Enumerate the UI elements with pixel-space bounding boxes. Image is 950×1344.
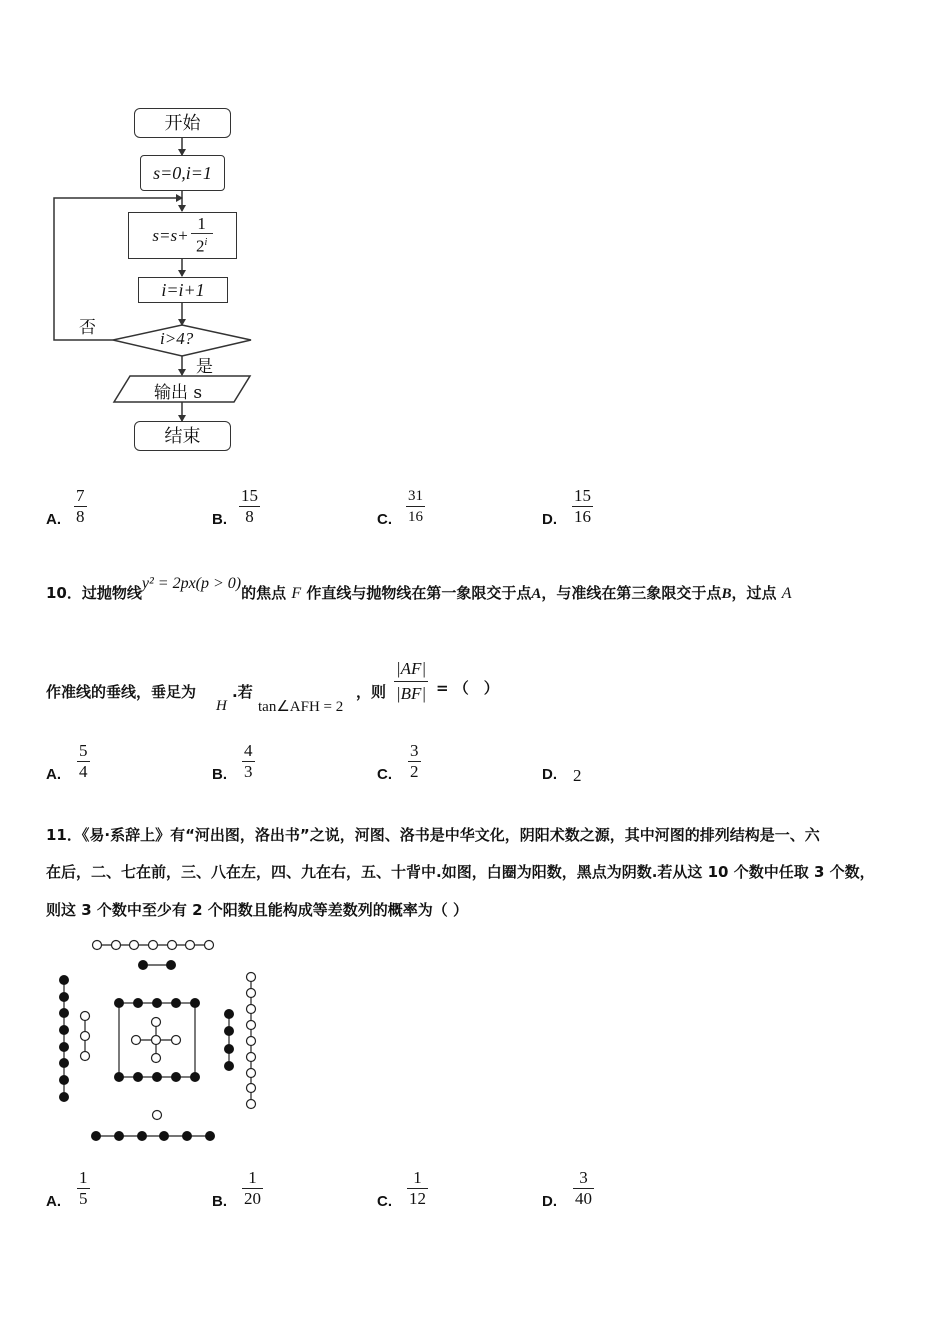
q10-option-a-label: A. [46, 766, 61, 783]
q10-t3: 作直线与抛物线在第一象限交于点 [306, 584, 532, 602]
q9-c-num: 31 [408, 488, 423, 504]
q10-c-num: 3 [410, 741, 419, 760]
q9-c-den: 16 [408, 509, 423, 525]
output-label: 输出 s [154, 383, 203, 403]
q10-t7: .若 [232, 683, 253, 701]
q10-a-den: 4 [79, 762, 88, 781]
q11-option-d-label: D. [542, 1193, 557, 1210]
increment-box [138, 277, 228, 303]
q10-eq1: y² = 2px(p > 0) [141, 575, 242, 592]
init-box [140, 155, 225, 191]
q9-option-a-fraction [74, 486, 87, 527]
q9-option-c-fraction [406, 486, 425, 527]
q10-cond: tan∠AFH = 2 [258, 699, 344, 715]
q10-B: B [721, 586, 732, 602]
update-prefix: s=s+ [152, 225, 189, 245]
q10-line1 [46, 575, 792, 603]
q10-A2: A [781, 585, 792, 602]
q9-b-den: 8 [245, 507, 254, 526]
q9-b-num: 15 [241, 486, 258, 505]
q10-t5: ，过点 [731, 584, 777, 602]
q10-A: A [531, 586, 542, 602]
q9-option-b-label: B. [212, 511, 227, 528]
q10-F: F [291, 585, 302, 602]
q10-frac-num: |AF| [396, 659, 427, 678]
q11-option-c-fraction [407, 1168, 428, 1209]
q9-d-den: 16 [574, 507, 591, 526]
update-box [128, 212, 237, 259]
q11-b-num: 1 [248, 1168, 257, 1187]
q10-a-num: 5 [79, 741, 88, 760]
q10-t8: ，则 [356, 683, 387, 701]
q10-t6: 作准线的垂线，垂足为 [46, 683, 197, 701]
q10-line2a [46, 681, 196, 702]
q10-t2: 的焦点 [241, 584, 287, 602]
q9-option-b-fraction [239, 486, 260, 527]
q11-line1: 11．《易·系辞上》有“河出图，洛出书”之说，河图、洛书是中华文化，阴阳术数之源，其中河图的排列结构是一、六 [46, 826, 820, 844]
q11-line2: 在后，二、七在前，三、八在左，四、九在右，五、十背中.如图，白圈为阳数，黑点为阴数.若从这 10 个数中任取 3 个数， [46, 863, 875, 881]
start-terminal [134, 108, 231, 138]
q10-b-num: 4 [244, 741, 253, 760]
q10-c-den: 2 [410, 762, 419, 781]
q11-option-d-fraction [573, 1168, 594, 1209]
q9-d-num: 15 [574, 486, 591, 505]
q11-d-num: 3 [579, 1168, 588, 1187]
q10-ratio-fraction [394, 657, 428, 706]
q9-a-den: 8 [76, 507, 85, 526]
q9-option-a-label: A. [46, 511, 61, 528]
yes-label: 是 [196, 357, 213, 377]
q9-option-c-label: C. [377, 511, 392, 528]
q9-option-d-fraction [572, 486, 593, 527]
q10-t9: = （ ） [436, 679, 499, 697]
q11-b-den: 20 [244, 1189, 261, 1208]
q10-H: H [216, 698, 227, 714]
update-exp: i [204, 237, 208, 249]
q11-option-a-fraction [77, 1168, 90, 1209]
q10-option-a-fraction [77, 741, 90, 782]
update-den: 2 [195, 236, 205, 256]
update-fraction [191, 215, 213, 256]
end-label: 结束 [164, 426, 201, 446]
q10-option-d-label: D. [542, 766, 557, 783]
hetu-diagram [40, 930, 280, 1150]
q10-t1: 10．过抛物线 [46, 584, 142, 602]
increment-label: i=i+1 [161, 280, 205, 300]
q11-d-den: 40 [575, 1189, 592, 1208]
q10-option-c-label: C. [377, 766, 392, 783]
q10-option-b-label: B. [212, 766, 227, 783]
condition-label: i>4? [160, 329, 194, 348]
q10-option-d-value: 2 [573, 766, 582, 785]
start-label: 开始 [164, 113, 201, 133]
update-num: 1 [197, 214, 206, 234]
q11-option-b-fraction [242, 1168, 263, 1209]
q11-a-den: 5 [79, 1189, 88, 1208]
q11-line3: 则这 3 个数中至少有 2 个阳数且能构成等差数列的概率为（ ） [46, 901, 468, 919]
q10-option-b-fraction [242, 741, 255, 782]
q11-a-num: 1 [79, 1168, 88, 1187]
q10-frac-den: |BF| [396, 684, 427, 703]
q10-t4: ，与准线在第三象限交于点 [541, 584, 722, 602]
q10-b-den: 3 [244, 762, 253, 781]
init-label: s=0,i=1 [153, 163, 212, 183]
q11-option-b-label: B. [212, 1193, 227, 1210]
q11-option-a-label: A. [46, 1193, 61, 1210]
q10-option-c-fraction [408, 741, 421, 782]
q11-option-c-label: C. [377, 1193, 392, 1210]
end-terminal [134, 421, 231, 451]
q11-c-num: 1 [413, 1168, 422, 1187]
q9-a-num: 7 [76, 486, 85, 505]
q11-c-den: 12 [409, 1189, 426, 1208]
no-label: 否 [79, 318, 96, 338]
q9-option-d-label: D. [542, 511, 557, 528]
